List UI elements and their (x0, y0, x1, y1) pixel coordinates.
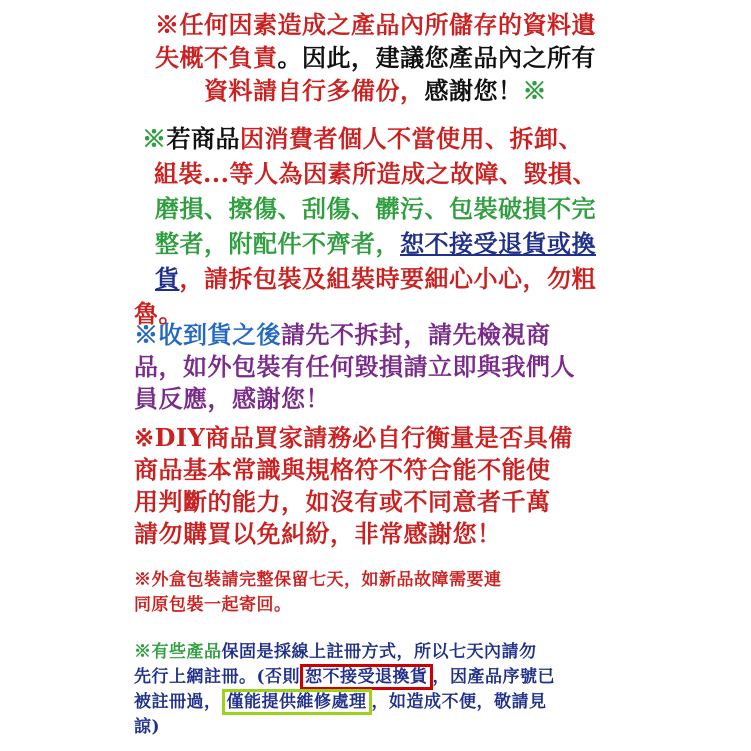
notice-line: 品，如外包裝有任何毀損請立即與我們人 (134, 352, 575, 381)
no-return-highlight: 恕不接受退貨或換 (400, 229, 596, 258)
notice-line: ※DIY商品買家請務必自行衡量是否具備 (134, 423, 573, 452)
repair-only-green-box: 僅能提供維修處理 (222, 689, 372, 715)
notice-line: ※有些產品保固是採線上註冊方式，所以七天內請勿 (134, 642, 537, 662)
notice-line: 被註冊過， 僅能提供維修處理 ，如造成不便，敬請見 (134, 690, 547, 715)
notice-line: 請勿購買以免糾紛，非常感謝您！ (134, 519, 502, 548)
notice-line: ※外盒包裝請完整保留七天，如新品故障需要連 (134, 570, 502, 590)
notice-line: 員反應，感謝您！ (134, 384, 330, 413)
diy-product-notice (0, 422, 751, 550)
notice-line: 磨損、擦傷、刮傷、髒污、包裝破損不完 (155, 194, 596, 223)
no-return-notice (0, 121, 751, 331)
no-return-highlight: 貨 (155, 264, 180, 293)
notice-line: 資料請自行多備份，感謝您！※ (204, 76, 547, 105)
data-loss-notice (0, 8, 751, 107)
notice-line: ※若商品因消費者個人不當使用、拆卸、 (142, 124, 583, 153)
notice-line: 諒) (134, 717, 161, 737)
no-return-red-box: 恕不接受退換貨 (300, 664, 433, 690)
notice-line: 用判斷的能力，如沒有或不同意者千萬 (134, 487, 551, 516)
online-registration-notice (0, 640, 751, 740)
inspect-package-notice (0, 319, 751, 415)
keep-box-notice (0, 568, 751, 618)
notice-line: 魯。 (134, 299, 183, 328)
notice-line: 整者，附配件不齊者，恕不接受退貨或換 (155, 229, 596, 258)
notice-line: ※任何因素造成之產品內所儲存的資料遺 (155, 10, 596, 39)
notice-line: ※收到貨之後請先不拆封，請先檢視商 (134, 320, 551, 349)
notice-line: 失概不負責。因此，建議您產品內之所有 (155, 43, 596, 72)
notice-line: 貨，請拆包裝及組裝時要細心小心，勿粗 (155, 264, 596, 293)
notice-line: 商品基本常識與規格符不符合能不能使 (134, 455, 551, 484)
notice-line: 先行上網註冊。(否則 恕不接受退換貨 ，因產品序號已 (134, 665, 555, 690)
notice-line: 組裝...等人為因素所造成之故障、毀損、 (153, 159, 598, 188)
notice-line: 同原包裝一起寄回。 (134, 595, 292, 615)
